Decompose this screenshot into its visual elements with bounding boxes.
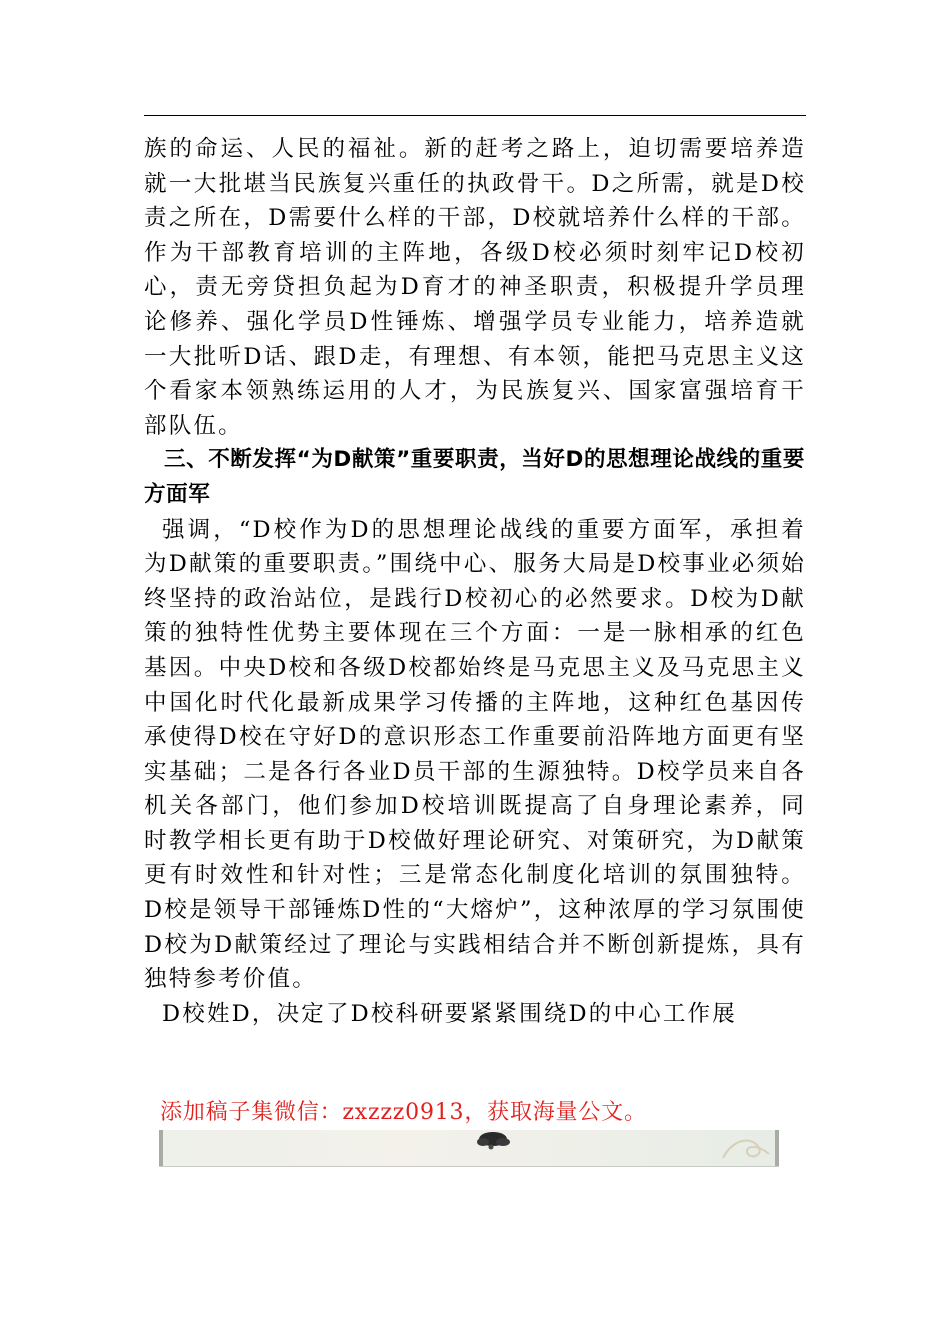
swirl-ornament-icon	[719, 1134, 775, 1164]
promo-text: 添加稿子集微信：zxzzz0913，获取海量公文。	[160, 1100, 647, 1125]
header-rule	[144, 115, 806, 116]
decorative-banner	[159, 1130, 779, 1167]
banner-right-edge	[775, 1130, 779, 1166]
paragraph-3: D校姓D，决定了D校科研要紧紧围绕D的中心工作展	[162, 1000, 737, 1027]
banner-left-edge	[159, 1130, 163, 1166]
ink-brush-icon	[471, 1130, 515, 1152]
paragraph-2: 强调，“D校作为D的思想理论战线的重要方面军，承担着为D献策的重要职责。”围绕中心、服务大局是D校事业必须始终坚持的政治站位，是践行D校初心的必然要求。D校为D献策的独特性优势主要体现在三个方面：一是一脉相承的红色基因。中央D校和各级D校都始终是马克思主义及马克思主义中国化时代化最新成果学习传播的主阵地，这种红色基因传承使得D校在守好D的意识形态工作重要前沿阵地方面更有坚实基础；二是各行各业D员干部的生源独特。D校学员来自各机关各部门，他们参加D校培训既提高了自身理论素养，同时教学相长更有助于D校做好理论研究、对策研究，为D献策更有时效性和针对性；三是常态化制度化培训的氛围独特。D校是领导干部锤炼D性的“大熔炉”，这种浓厚的学习氛围使D校为D献策经过了理论与实践相结合并不断创新提炼，具有独特参考价值。	[144, 516, 806, 993]
paragraph-1: 族的命运、人民的福祉。新的赶考之路上，迫切需要培养造就一大批堪当民族复兴重任的执政骨干。D之所需，就是D校责之所在，D需要什么样的干部，D校就培养什么样的干部。作为干部教育培训的主阵地，各级D校必须时刻牢记D校初心，责无旁贷担负起为D育才的神圣职责，积极提升学员理论修养、强化学员D性锤炼、增强学员专业能力，培养造就一大批听D话、跟D走，有理想、有本领，能把马克思主义这个看家本领熟练运用的人才，为民族复兴、国家富强培育干部队伍。	[144, 136, 806, 439]
section-heading-3: 三、不断发挥“为D献策”重要职责，当好D的思想理论战线的重要方面军	[144, 447, 805, 507]
document-body	[144, 132, 806, 1031]
